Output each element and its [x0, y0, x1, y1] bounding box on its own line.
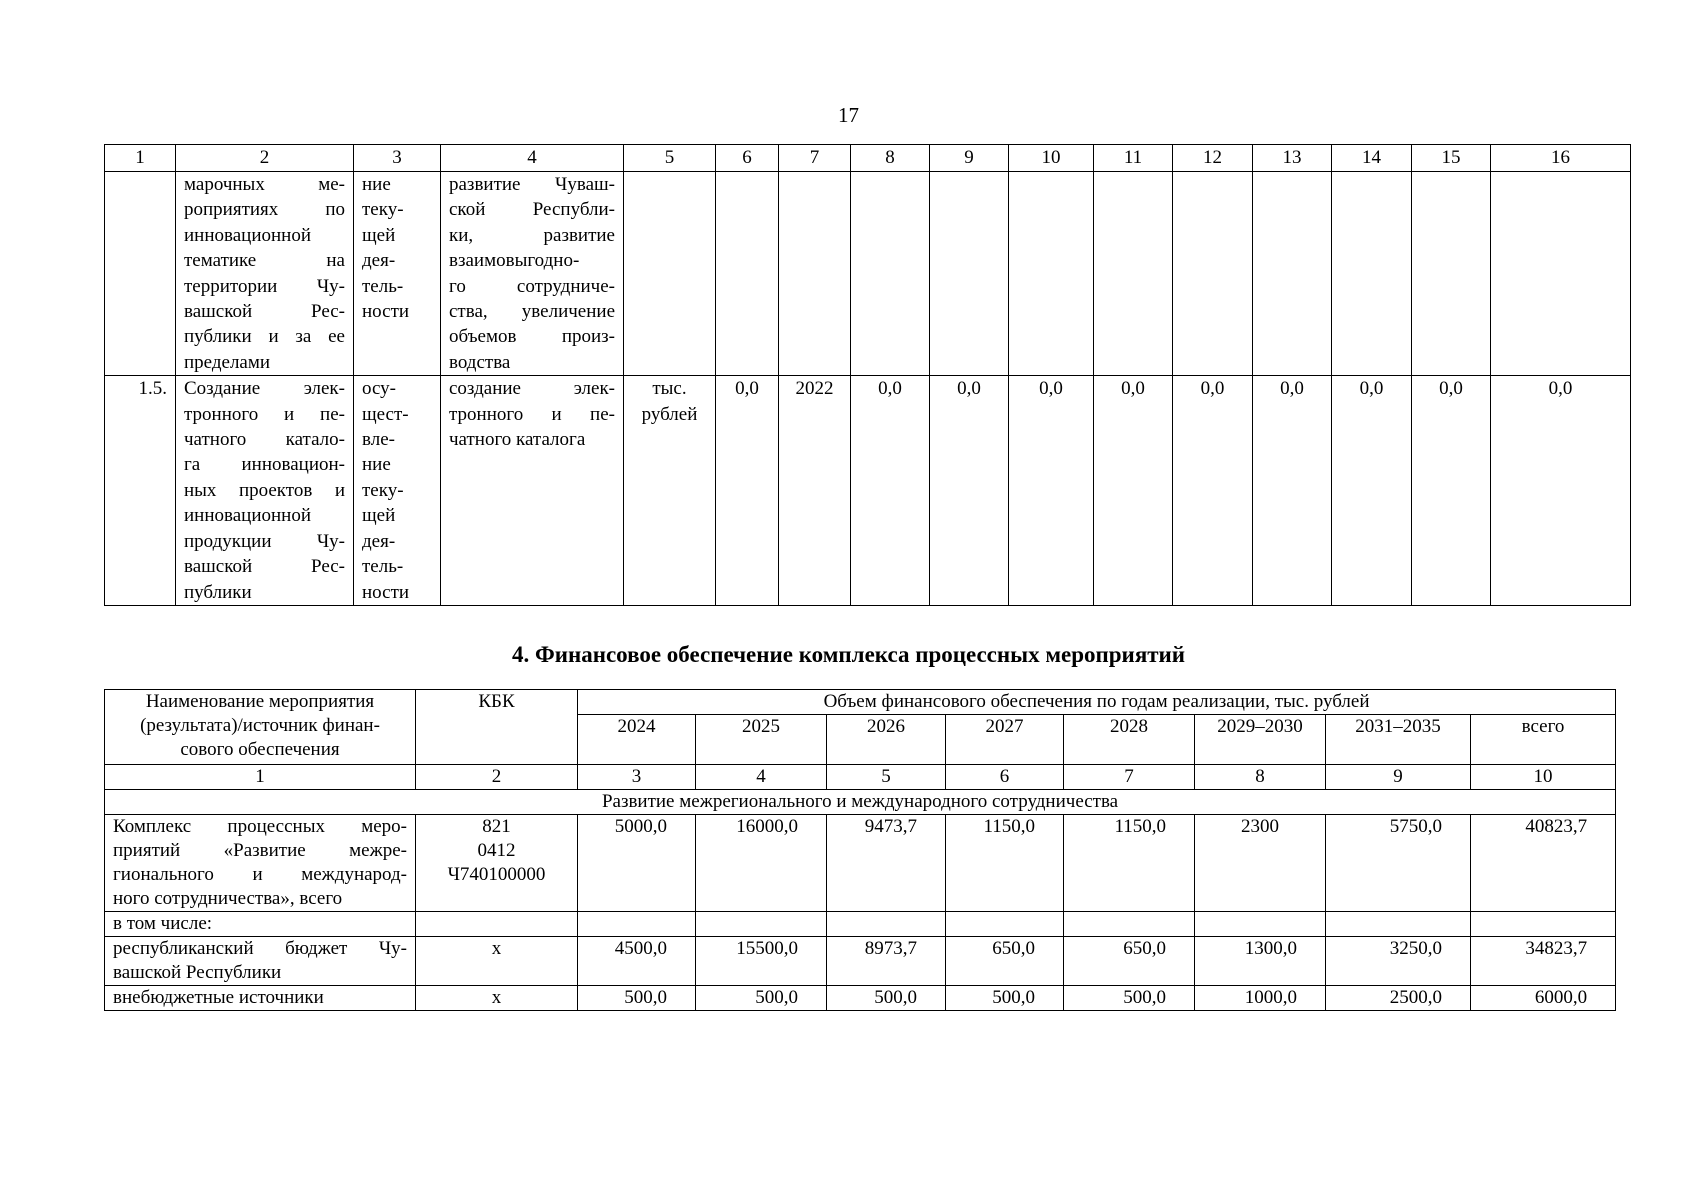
text-line: тыс. — [652, 378, 687, 400]
table-row — [105, 912, 1616, 937]
year-header: 2029–2030 — [1195, 715, 1326, 765]
financing-table — [104, 689, 1616, 1011]
table-row — [105, 172, 1631, 376]
text-line: теку- — [362, 479, 404, 501]
value-cell: 5750,0 — [1326, 815, 1471, 912]
text-line: га инновацион- — [184, 454, 345, 476]
row-number-cell: 1.5. — [105, 376, 176, 606]
text-line: территории Чу- — [184, 275, 345, 297]
text-line: публики — [184, 581, 252, 603]
text-line: республиканский бюджет Чу- — [113, 938, 407, 959]
table-cell — [779, 172, 851, 376]
text-line: инновационной — [184, 505, 311, 527]
col-number: 10 — [1009, 145, 1094, 172]
section-title: 4. Финансовое обеспечение комплекса процессных мероприятий — [511, 642, 1186, 667]
text-line: тронного и пе- — [449, 403, 615, 425]
header-name-cell — [105, 690, 416, 765]
value-cell: 1150,0 — [1064, 815, 1195, 912]
table-cell — [1253, 172, 1332, 376]
col-number: 3 — [578, 765, 696, 790]
col-number: 12 — [1173, 145, 1253, 172]
text-line: вашской Республики — [113, 962, 282, 983]
activity-name-cell — [176, 172, 354, 376]
value-cell: 0,0 — [1253, 376, 1332, 606]
year-cell: 2022 — [779, 376, 851, 606]
text-line: ние — [362, 174, 391, 195]
value-cell: 1150,0 — [946, 815, 1064, 912]
text-line: тронного и пе- — [184, 403, 345, 425]
col-number: 9 — [1326, 765, 1471, 790]
kbk-cell — [416, 815, 578, 912]
text-line: Создание элек- — [184, 378, 345, 400]
col-number: 10 — [1471, 765, 1616, 790]
value-cell: 0,0 — [1009, 376, 1094, 606]
text-line: го сотрудниче- — [449, 275, 615, 297]
value-cell: 0,0 — [1412, 376, 1491, 606]
text-line: водства — [449, 351, 511, 373]
col-number: 2 — [416, 765, 578, 790]
column-number-row — [105, 145, 1631, 172]
text-line: чатного катало- — [184, 429, 345, 451]
col-number: 1 — [105, 145, 176, 172]
kbk-cell — [416, 912, 578, 937]
value-cell — [946, 912, 1064, 937]
table-cell — [1094, 172, 1173, 376]
value-cell — [578, 912, 696, 937]
text-line: вашской Рес- — [184, 556, 345, 578]
text-line: рублей — [641, 403, 698, 425]
text-line: марочных ме- — [184, 174, 345, 195]
col-number: 7 — [779, 145, 851, 172]
col-number: 14 — [1332, 145, 1412, 172]
value-cell: 500,0 — [1064, 986, 1195, 1011]
text-line: Комплекс процессных меро- — [113, 816, 407, 837]
executor-cell — [354, 172, 441, 376]
year-header: 2027 — [946, 715, 1064, 765]
col-number: 8 — [851, 145, 930, 172]
table-cell — [716, 172, 779, 376]
year-header: 2026 — [827, 715, 946, 765]
col-number: 1 — [105, 765, 416, 790]
table-row — [105, 376, 1631, 606]
text-line: инновационной — [184, 224, 311, 246]
text-line: дея- — [362, 530, 396, 552]
kbk-cell: х — [416, 937, 578, 986]
table-cell — [851, 172, 930, 376]
col-number: 13 — [1253, 145, 1332, 172]
value-cell: 4500,0 — [578, 937, 696, 986]
header-kbk-cell: КБК — [416, 690, 578, 765]
value-cell: 0,0 — [930, 376, 1009, 606]
value-cell: 2300 — [1195, 815, 1326, 912]
value-cell: 650,0 — [1064, 937, 1195, 986]
col-number: 4 — [441, 145, 624, 172]
value-cell: 0,0 — [1173, 376, 1253, 606]
table-cell — [1009, 172, 1094, 376]
text-line: создание элек- — [449, 378, 615, 400]
text-line: продукции Чу- — [184, 530, 345, 552]
table-cell — [1173, 172, 1253, 376]
text-line: гионального и международ- — [113, 864, 407, 885]
section-row-label: Развитие межрегионального и международного сотрудничества — [105, 790, 1616, 815]
text-line: Наименование мероприятия — [145, 691, 375, 712]
table-cell — [105, 172, 176, 376]
result-cell — [441, 172, 624, 376]
value-cell: 16000,0 — [696, 815, 827, 912]
text-line: ние — [362, 454, 391, 476]
text-line: ства, увеличение — [449, 301, 615, 323]
value-cell: 40823,7 — [1471, 815, 1616, 912]
text-line: вашской Рес- — [184, 301, 345, 323]
text-line: развитие Чуваш- — [449, 174, 615, 195]
kbk-cell: х — [416, 986, 578, 1011]
text-line: щей — [362, 505, 396, 527]
text-line: (результата)/источник финан- — [140, 715, 380, 736]
table-cell — [930, 172, 1009, 376]
value-cell: 15500,0 — [696, 937, 827, 986]
value-cell: 5000,0 — [578, 815, 696, 912]
text-line: тель- — [362, 275, 404, 297]
value-cell: 0,0 — [1094, 376, 1173, 606]
value-cell: 6000,0 — [1471, 986, 1616, 1011]
column-number-row — [105, 765, 1616, 790]
activity-name-cell — [176, 376, 354, 606]
text-line: публики и за ее — [184, 326, 345, 348]
value-cell — [1195, 912, 1326, 937]
col-number: 5 — [827, 765, 946, 790]
text-line: ки, развитие — [449, 224, 615, 246]
year-header: 2025 — [696, 715, 827, 765]
row-name-cell — [105, 937, 416, 986]
text-line: Ч740100000 — [447, 864, 546, 885]
row-name-cell — [105, 815, 416, 912]
year-header: 2028 — [1064, 715, 1195, 765]
value-cell — [1471, 912, 1616, 937]
text-line: взаимовыгодно- — [449, 250, 580, 272]
unit-cell — [624, 376, 716, 606]
value-cell: 2500,0 — [1326, 986, 1471, 1011]
year-header: всего — [1471, 715, 1616, 765]
header-volume-cell: Объем финансового обеспечения по годам реализации, тыс. рублей — [578, 690, 1616, 715]
text-line: роприятиях по — [184, 199, 345, 221]
text-line: тель- — [362, 556, 404, 578]
col-number: 15 — [1412, 145, 1491, 172]
col-number: 4 — [696, 765, 827, 790]
col-number: 5 — [624, 145, 716, 172]
result-cell — [441, 376, 624, 606]
text-line: объемов произ- — [449, 326, 615, 348]
value-cell: 0,0 — [1332, 376, 1412, 606]
col-number: 9 — [930, 145, 1009, 172]
value-cell: 1300,0 — [1195, 937, 1326, 986]
header-row — [105, 690, 1616, 715]
value-cell: 500,0 — [696, 986, 827, 1011]
value-cell: 3250,0 — [1326, 937, 1471, 986]
text-line: ных проектов и — [184, 479, 345, 501]
section-row — [105, 790, 1616, 815]
text-line: пределами — [184, 351, 271, 373]
text-line: вле- — [362, 429, 395, 451]
value-cell: 34823,7 — [1471, 937, 1616, 986]
table-row — [105, 937, 1616, 986]
year-header: 2031–2035 — [1326, 715, 1471, 765]
value-cell: 8973,7 — [827, 937, 946, 986]
value-cell: 650,0 — [946, 937, 1064, 986]
col-number: 16 — [1491, 145, 1631, 172]
value-cell: 9473,7 — [827, 815, 946, 912]
value-cell: 500,0 — [578, 986, 696, 1011]
executor-cell — [354, 376, 441, 606]
text-line: щест- — [362, 403, 409, 425]
value-cell: 500,0 — [946, 986, 1064, 1011]
table-row — [105, 815, 1616, 912]
year-header: 2024 — [578, 715, 696, 765]
col-number: 6 — [716, 145, 779, 172]
table-cell — [1491, 172, 1631, 376]
text-line: сового обеспечения — [180, 739, 340, 760]
text-line: 0412 — [477, 840, 516, 861]
table-cell — [1412, 172, 1491, 376]
table-cell — [624, 172, 716, 376]
text-line: дея- — [362, 250, 396, 272]
activities-table — [104, 144, 1631, 606]
col-number: 8 — [1195, 765, 1326, 790]
text-line: теку- — [362, 199, 404, 221]
text-line: чатного каталога — [449, 429, 586, 451]
text-line: 821 — [482, 816, 511, 837]
text-line: ного сотрудничества», всего — [113, 888, 343, 909]
value-cell: 500,0 — [827, 986, 946, 1011]
table-cell — [1332, 172, 1412, 376]
value-cell: 0,0 — [716, 376, 779, 606]
col-number: 11 — [1094, 145, 1173, 172]
text-line: тематике на — [184, 250, 345, 272]
value-cell — [696, 912, 827, 937]
text-line: ской Республи- — [449, 199, 615, 221]
row-name-cell: внебюджетные источники — [105, 986, 416, 1011]
text-line: приятий «Развитие межре- — [113, 840, 407, 861]
value-cell: 0,0 — [851, 376, 930, 606]
col-number: 6 — [946, 765, 1064, 790]
col-number: 7 — [1064, 765, 1195, 790]
value-cell — [827, 912, 946, 937]
table-row — [105, 986, 1616, 1011]
text-line: осу- — [362, 378, 396, 400]
value-cell: 0,0 — [1491, 376, 1631, 606]
col-number: 2 — [176, 145, 354, 172]
col-number: 3 — [354, 145, 441, 172]
text-line: щей — [362, 224, 396, 246]
text-line: ности — [362, 301, 410, 323]
value-cell — [1064, 912, 1195, 937]
value-cell: 1000,0 — [1195, 986, 1326, 1011]
text-line: ности — [362, 581, 410, 603]
value-cell — [1326, 912, 1471, 937]
page-number: 17 — [838, 103, 859, 127]
row-name-cell: в том числе: — [105, 912, 416, 937]
